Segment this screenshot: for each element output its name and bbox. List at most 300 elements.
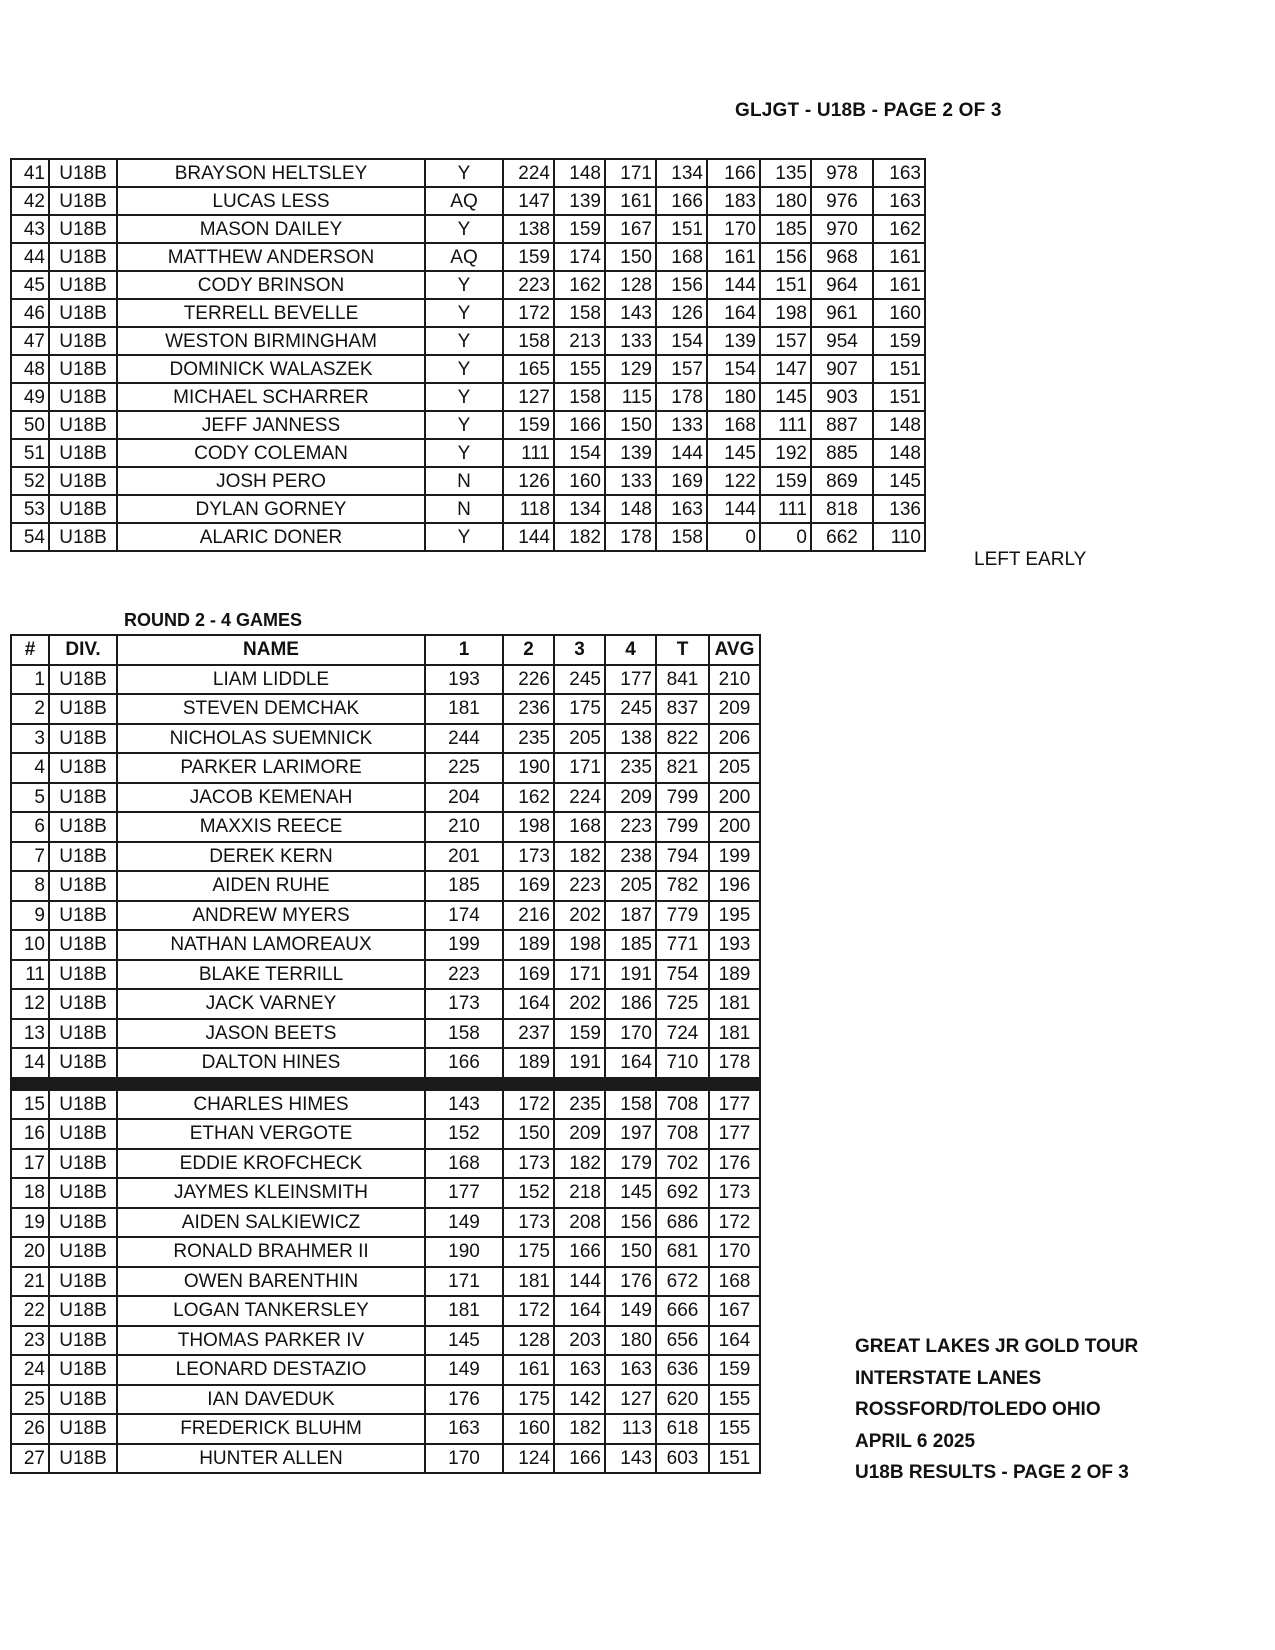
game-score-cell: 190 (503, 753, 554, 783)
col-header-div: DIV. (49, 635, 117, 665)
division-cell: U18B (49, 1090, 117, 1120)
game-score-cell: 150 (605, 243, 656, 271)
qualifier-cell: AQ (425, 243, 503, 271)
average-cell: 170 (709, 1237, 760, 1267)
name-cell: AIDEN RUHE (117, 871, 425, 901)
game-score-cell: 190 (425, 1237, 503, 1267)
game-score-cell: 144 (554, 1267, 605, 1297)
rank-cell: 6 (11, 812, 49, 842)
col-header-avg: AVG (709, 635, 760, 665)
game-score-cell: 224 (554, 783, 605, 813)
game-score-cell: 198 (503, 812, 554, 842)
average-cell: 209 (709, 694, 760, 724)
average-cell: 195 (709, 901, 760, 931)
rank-cell: 47 (11, 327, 49, 355)
table-row (11, 1208, 760, 1238)
total-cell: 822 (656, 724, 709, 754)
average-cell: 151 (873, 355, 925, 383)
table-row (11, 1090, 760, 1120)
average-cell: 151 (873, 383, 925, 411)
average-cell: 189 (709, 960, 760, 990)
rank-cell: 13 (11, 1019, 49, 1049)
name-cell: DOMINICK WALASZEK (117, 355, 425, 383)
total-cell: 686 (656, 1208, 709, 1238)
game-score-cell: 177 (425, 1178, 503, 1208)
game-score-cell: 143 (605, 1444, 656, 1474)
game-score-cell: 150 (503, 1119, 554, 1149)
table-row (11, 383, 925, 411)
rank-cell: 8 (11, 871, 49, 901)
average-cell: 155 (709, 1385, 760, 1415)
total-cell: 725 (656, 989, 709, 1019)
game-score-cell: 218 (554, 1178, 605, 1208)
game-score-cell: 185 (760, 215, 811, 243)
qualifier-cell: Y (425, 439, 503, 467)
average-cell: 200 (709, 812, 760, 842)
division-cell: U18B (49, 1149, 117, 1179)
game-score-cell: 169 (656, 467, 707, 495)
col-header-name: NAME (117, 635, 425, 665)
game-score-cell: 213 (554, 327, 605, 355)
game-score-cell: 191 (554, 1048, 605, 1078)
total-cell: 961 (811, 299, 873, 327)
division-cell: U18B (49, 411, 117, 439)
game-score-cell: 159 (554, 215, 605, 243)
name-cell: BRAYSON HELTSLEY (117, 159, 425, 187)
game-score-cell: 128 (605, 271, 656, 299)
rank-cell: 26 (11, 1414, 49, 1444)
game-score-cell: 171 (554, 753, 605, 783)
game-score-cell: 173 (503, 1208, 554, 1238)
game-score-cell: 145 (605, 1178, 656, 1208)
total-cell: 799 (656, 812, 709, 842)
game-score-cell: 149 (605, 1296, 656, 1326)
table-row (11, 355, 925, 383)
division-cell: U18B (49, 1237, 117, 1267)
name-cell: CODY COLEMAN (117, 439, 425, 467)
table-row (11, 215, 925, 243)
game-score-cell: 154 (554, 439, 605, 467)
rank-cell: 17 (11, 1149, 49, 1179)
total-cell: 754 (656, 960, 709, 990)
game-score-cell: 182 (554, 1149, 605, 1179)
division-cell: U18B (49, 1048, 117, 1078)
game-score-cell: 205 (605, 871, 656, 901)
name-cell: JEFF JANNESS (117, 411, 425, 439)
total-cell: 681 (656, 1237, 709, 1267)
name-cell: CODY BRINSON (117, 271, 425, 299)
table-row (11, 1355, 760, 1385)
qualifier-cell: Y (425, 271, 503, 299)
table-row (11, 871, 760, 901)
name-cell: JAYMES KLEINSMITH (117, 1178, 425, 1208)
qualifier-cell: Y (425, 523, 503, 551)
qualifier-cell: Y (425, 299, 503, 327)
division-cell: U18B (49, 1355, 117, 1385)
rank-cell: 24 (11, 1355, 49, 1385)
game-score-cell: 147 (760, 355, 811, 383)
division-cell: U18B (49, 1414, 117, 1444)
average-cell: 145 (873, 467, 925, 495)
rank-cell: 25 (11, 1385, 49, 1415)
game-score-cell: 166 (707, 159, 760, 187)
average-cell: 163 (873, 187, 925, 215)
game-score-cell: 168 (425, 1149, 503, 1179)
game-score-cell: 158 (554, 299, 605, 327)
game-score-cell: 198 (554, 930, 605, 960)
game-score-cell: 223 (425, 960, 503, 990)
game-score-cell: 244 (425, 724, 503, 754)
total-cell: 968 (811, 243, 873, 271)
event-info-line: INTERSTATE LANES (855, 1367, 1042, 1389)
division-cell: U18B (49, 901, 117, 931)
qualifier-cell: N (425, 467, 503, 495)
rank-cell: 43 (11, 215, 49, 243)
division-cell: U18B (49, 871, 117, 901)
total-cell: 818 (811, 495, 873, 523)
rank-cell: 45 (11, 271, 49, 299)
average-cell: 167 (709, 1296, 760, 1326)
game-score-cell: 192 (760, 439, 811, 467)
average-cell: 148 (873, 439, 925, 467)
total-cell: 771 (656, 930, 709, 960)
game-score-cell: 161 (707, 243, 760, 271)
table-row (11, 1178, 760, 1208)
average-cell: 199 (709, 842, 760, 872)
total-cell: 708 (656, 1119, 709, 1149)
game-score-cell: 223 (605, 812, 656, 842)
rank-cell: 44 (11, 243, 49, 271)
average-cell: 176 (709, 1149, 760, 1179)
game-score-cell: 170 (605, 1019, 656, 1049)
average-cell: 177 (709, 1090, 760, 1120)
game-score-cell: 149 (425, 1355, 503, 1385)
rank-cell: 20 (11, 1237, 49, 1267)
table-row (11, 327, 925, 355)
division-cell: U18B (49, 842, 117, 872)
table-row (11, 842, 760, 872)
rank-cell: 42 (11, 187, 49, 215)
game-score-cell: 0 (707, 523, 760, 551)
game-score-cell: 118 (503, 495, 554, 523)
game-score-cell: 163 (656, 495, 707, 523)
game-score-cell: 185 (605, 930, 656, 960)
division-cell: U18B (49, 783, 117, 813)
game-score-cell: 202 (554, 989, 605, 1019)
total-cell: 708 (656, 1090, 709, 1120)
table-row (11, 159, 925, 187)
name-cell: WESTON BIRMINGHAM (117, 327, 425, 355)
rank-cell: 21 (11, 1267, 49, 1297)
game-score-cell: 203 (554, 1326, 605, 1356)
name-cell: BLAKE TERRILL (117, 960, 425, 990)
name-cell: STEVEN DEMCHAK (117, 694, 425, 724)
game-score-cell: 183 (707, 187, 760, 215)
total-cell: 885 (811, 439, 873, 467)
table-row (11, 1385, 760, 1415)
division-cell: U18B (49, 1208, 117, 1238)
table-row (11, 1414, 760, 1444)
game-score-cell: 159 (503, 411, 554, 439)
game-score-cell: 209 (605, 783, 656, 813)
game-score-cell: 191 (605, 960, 656, 990)
name-cell: ALARIC DONER (117, 523, 425, 551)
game-score-cell: 245 (605, 694, 656, 724)
game-score-cell: 160 (503, 1414, 554, 1444)
qualifier-cell: Y (425, 215, 503, 243)
col-header-game1: 1 (425, 635, 503, 665)
game-score-cell: 208 (554, 1208, 605, 1238)
division-cell: U18B (49, 1178, 117, 1208)
total-cell: 656 (656, 1326, 709, 1356)
game-score-cell: 199 (425, 930, 503, 960)
game-score-cell: 124 (503, 1444, 554, 1474)
division-cell: U18B (49, 989, 117, 1019)
game-score-cell: 144 (503, 523, 554, 551)
total-cell: 782 (656, 871, 709, 901)
division-cell: U18B (49, 694, 117, 724)
game-score-cell: 171 (554, 960, 605, 990)
qualifier-cell: N (425, 495, 503, 523)
table-row (11, 187, 925, 215)
table-row (11, 439, 925, 467)
total-cell: 710 (656, 1048, 709, 1078)
game-score-cell: 158 (605, 1090, 656, 1120)
game-score-cell: 225 (425, 753, 503, 783)
game-score-cell: 193 (425, 665, 503, 695)
game-score-cell: 181 (503, 1267, 554, 1297)
game-score-cell: 169 (503, 871, 554, 901)
rank-cell: 48 (11, 355, 49, 383)
game-score-cell: 156 (605, 1208, 656, 1238)
division-cell: U18B (49, 1296, 117, 1326)
table-row (11, 243, 925, 271)
division-cell: U18B (49, 960, 117, 990)
game-score-cell: 126 (656, 299, 707, 327)
game-score-cell: 158 (656, 523, 707, 551)
table-row (11, 812, 760, 842)
average-cell: 173 (709, 1178, 760, 1208)
game-score-cell: 158 (503, 327, 554, 355)
name-cell: LOGAN TANKERSLEY (117, 1296, 425, 1326)
game-score-cell: 163 (605, 1355, 656, 1385)
game-score-cell: 245 (554, 665, 605, 695)
average-cell: 161 (873, 243, 925, 271)
total-cell: 841 (656, 665, 709, 695)
game-score-cell: 178 (605, 523, 656, 551)
table-row (11, 299, 925, 327)
rank-cell: 7 (11, 842, 49, 872)
round2-results-table (10, 634, 761, 1474)
game-score-cell: 172 (503, 299, 554, 327)
game-score-cell: 224 (503, 159, 554, 187)
name-cell: JACK VARNEY (117, 989, 425, 1019)
name-cell: ANDREW MYERS (117, 901, 425, 931)
game-score-cell: 145 (425, 1326, 503, 1356)
table-row (11, 271, 925, 299)
total-cell: 603 (656, 1444, 709, 1474)
rank-cell: 4 (11, 753, 49, 783)
name-cell: HUNTER ALLEN (117, 1444, 425, 1474)
division-cell: U18B (49, 243, 117, 271)
rank-cell: 15 (11, 1090, 49, 1120)
game-score-cell: 235 (503, 724, 554, 754)
division-cell: U18B (49, 1385, 117, 1415)
game-score-cell: 144 (707, 271, 760, 299)
rank-cell: 2 (11, 694, 49, 724)
division-cell: U18B (49, 299, 117, 327)
division-cell: U18B (49, 439, 117, 467)
game-score-cell: 164 (605, 1048, 656, 1078)
game-score-cell: 236 (503, 694, 554, 724)
game-score-cell: 139 (707, 327, 760, 355)
table-row (11, 411, 925, 439)
game-score-cell: 148 (554, 159, 605, 187)
game-score-cell: 127 (503, 383, 554, 411)
game-score-cell: 182 (554, 842, 605, 872)
game-score-cell: 168 (707, 411, 760, 439)
table-row (11, 495, 925, 523)
rank-cell: 51 (11, 439, 49, 467)
game-score-cell: 176 (605, 1267, 656, 1297)
average-cell: 205 (709, 753, 760, 783)
game-score-cell: 178 (656, 383, 707, 411)
rank-cell: 19 (11, 1208, 49, 1238)
division-cell: U18B (49, 495, 117, 523)
game-score-cell: 171 (605, 159, 656, 187)
total-cell: 724 (656, 1019, 709, 1049)
average-cell: 206 (709, 724, 760, 754)
game-score-cell: 172 (503, 1296, 554, 1326)
game-score-cell: 223 (503, 271, 554, 299)
division-cell: U18B (49, 1019, 117, 1049)
rank-cell: 50 (11, 411, 49, 439)
table-row (11, 1149, 760, 1179)
game-score-cell: 111 (760, 495, 811, 523)
game-score-cell: 216 (503, 901, 554, 931)
round2-title: ROUND 2 - 4 GAMES (124, 610, 303, 630)
game-score-cell: 138 (605, 724, 656, 754)
game-score-cell: 128 (503, 1326, 554, 1356)
total-cell: 636 (656, 1355, 709, 1385)
division-cell: U18B (49, 1267, 117, 1297)
game-score-cell: 166 (554, 1237, 605, 1267)
average-cell: 193 (709, 930, 760, 960)
rank-cell: 41 (11, 159, 49, 187)
game-score-cell: 126 (503, 467, 554, 495)
game-score-cell: 235 (554, 1090, 605, 1120)
rank-cell: 5 (11, 783, 49, 813)
col-header-game2: 2 (503, 635, 554, 665)
game-score-cell: 157 (760, 327, 811, 355)
total-cell: 794 (656, 842, 709, 872)
name-cell: RONALD BRAHMER II (117, 1237, 425, 1267)
game-score-cell: 209 (554, 1119, 605, 1149)
name-cell: FREDERICK BLUHM (117, 1414, 425, 1444)
table-row (11, 1326, 760, 1356)
total-cell: 779 (656, 901, 709, 931)
rank-cell: 52 (11, 467, 49, 495)
table-row (11, 1119, 760, 1149)
table-row (11, 1019, 760, 1049)
game-score-cell: 167 (605, 215, 656, 243)
event-info-line: GREAT LAKES JR GOLD TOUR (855, 1336, 1139, 1357)
game-score-cell: 181 (425, 694, 503, 724)
table-row (11, 960, 760, 990)
average-cell: 164 (709, 1326, 760, 1356)
game-score-cell: 151 (760, 271, 811, 299)
game-score-cell: 134 (656, 159, 707, 187)
division-cell: U18B (49, 187, 117, 215)
game-score-cell: 154 (656, 327, 707, 355)
division-cell: U18B (49, 355, 117, 383)
name-cell: OWEN BARENTHIN (117, 1267, 425, 1297)
division-cell: U18B (49, 327, 117, 355)
game-score-cell: 156 (656, 271, 707, 299)
game-score-cell: 155 (554, 355, 605, 383)
division-cell: U18B (49, 753, 117, 783)
game-score-cell: 165 (503, 355, 554, 383)
game-score-cell: 173 (425, 989, 503, 1019)
average-cell: 196 (709, 871, 760, 901)
average-cell: 159 (709, 1355, 760, 1385)
event-info-line: APRIL 6 2025 (855, 1430, 976, 1452)
game-score-cell: 204 (425, 783, 503, 813)
game-score-cell: 142 (554, 1385, 605, 1415)
average-cell: 161 (873, 271, 925, 299)
total-cell: 821 (656, 753, 709, 783)
game-score-cell: 177 (605, 665, 656, 695)
game-score-cell: 173 (503, 842, 554, 872)
name-cell: PARKER LARIMORE (117, 753, 425, 783)
game-score-cell: 122 (707, 467, 760, 495)
game-score-cell: 129 (605, 355, 656, 383)
game-score-cell: 180 (605, 1326, 656, 1356)
game-score-cell: 182 (554, 1414, 605, 1444)
game-score-cell: 127 (605, 1385, 656, 1415)
total-cell: 672 (656, 1267, 709, 1297)
game-score-cell: 164 (707, 299, 760, 327)
name-cell: MASON DAILEY (117, 215, 425, 243)
average-cell: 181 (709, 989, 760, 1019)
rank-cell: 9 (11, 901, 49, 931)
average-cell: 148 (873, 411, 925, 439)
game-score-cell: 158 (554, 383, 605, 411)
game-score-cell: 164 (554, 1296, 605, 1326)
col-header-game3: 3 (554, 635, 605, 665)
game-score-cell: 145 (707, 439, 760, 467)
table-row (11, 665, 760, 695)
qualifier-cell: Y (425, 327, 503, 355)
total-cell: 666 (656, 1296, 709, 1326)
average-cell: 178 (709, 1048, 760, 1078)
game-score-cell: 170 (425, 1444, 503, 1474)
total-cell: 837 (656, 694, 709, 724)
average-cell: 160 (873, 299, 925, 327)
average-cell: 177 (709, 1119, 760, 1149)
name-cell: DYLAN GORNEY (117, 495, 425, 523)
event-info-line: U18B RESULTS - PAGE 2 OF 3 (855, 1462, 1129, 1483)
total-cell: 970 (811, 215, 873, 243)
name-cell: DALTON HINES (117, 1048, 425, 1078)
game-score-cell: 150 (605, 1237, 656, 1267)
table-row (11, 753, 760, 783)
rank-cell: 53 (11, 495, 49, 523)
game-score-cell: 149 (425, 1208, 503, 1238)
division-cell: U18B (49, 724, 117, 754)
game-score-cell: 0 (760, 523, 811, 551)
game-score-cell: 175 (503, 1385, 554, 1415)
